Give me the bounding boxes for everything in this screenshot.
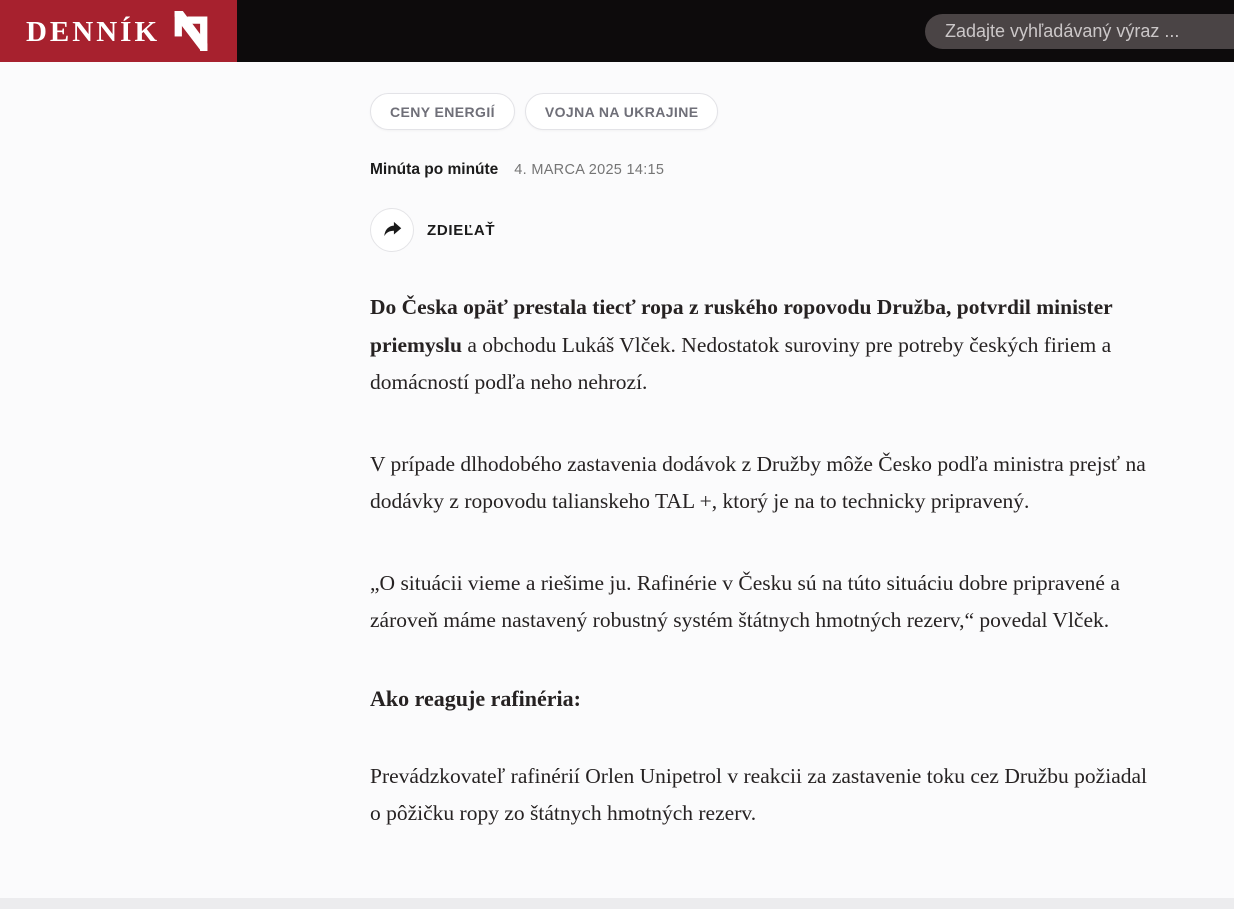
logo-dennik-n[interactable] <box>0 0 237 62</box>
publish-datetime: 4. MARCA 2025 14:15 <box>514 162 665 178</box>
article-meta <box>370 161 1150 179</box>
bottom-strip <box>0 898 1234 909</box>
share-label: ZDIEĽAŤ <box>427 221 496 239</box>
top-navbar <box>0 0 1234 62</box>
article-body <box>370 289 1148 833</box>
tag-vojna-na-ukrajine[interactable]: VOJNA NA UKRAJINE <box>525 93 719 130</box>
paragraph-lead-rest: a obchodu Lukáš Vlček. Nedostatok suroviny pre potreby českých firiem a domácností podľa neho nehrozí. <box>370 332 1112 394</box>
tag-ceny-energii[interactable]: CENY ENERGIÍ <box>370 93 515 130</box>
paragraph-lead <box>370 289 1148 402</box>
logo-text: DENNÍK <box>25 15 160 48</box>
paragraph-lead-bold: Do Česka opäť prestala tiecť ropa z ruského ropovodu Družba, potvrdil minister priemyslu <box>370 295 1113 357</box>
tag-list <box>370 93 1150 130</box>
paragraph: V prípade dlhodobého zastavenia dodávok z Družby môže Česko podľa ministra prejsť na dodávky z ropovodu talianskeho TAL +, ktorý je na to technicky pripravený. <box>370 451 1146 513</box>
share-button[interactable] <box>370 208 510 252</box>
share-icon <box>370 208 414 252</box>
dennik-n-icon <box>171 11 211 51</box>
search-input[interactable] <box>925 14 1234 49</box>
subheading: Ako reaguje rafinéria: <box>370 685 581 711</box>
paragraph: Prevádzkovateľ rafinérií Orlen Unipetrol v reakcii za zastavenie toku cez Družbu požiadal o pôžičku ropy zo štátnych hmotných rezerv. <box>370 763 1148 825</box>
rubric-link[interactable]: Minúta po minúte <box>370 161 499 178</box>
article-main <box>0 62 1150 833</box>
paragraph-quote: „O situácii vieme a riešime ju. Rafinérie v Česku sú na túto situáciu dobre pripravené a zároveň máme nastavený robustný systém štátnych hmotných rezerv,“ povedal Vlček. <box>370 570 1120 632</box>
